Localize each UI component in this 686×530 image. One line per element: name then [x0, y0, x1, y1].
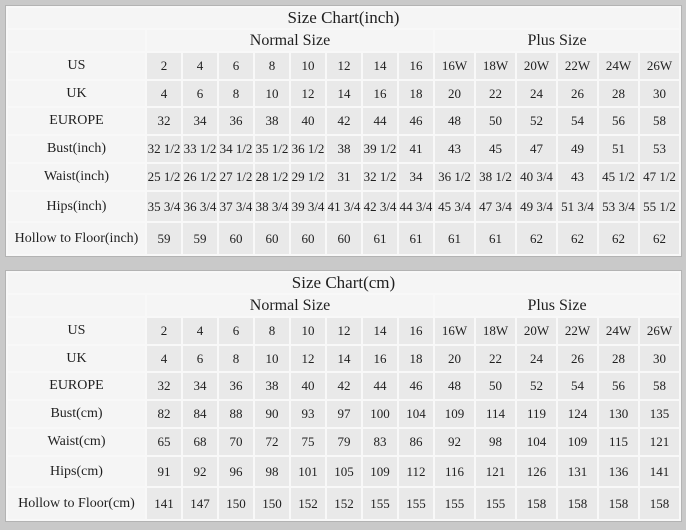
size-cell: 54 — [558, 108, 597, 134]
size-cell: 152 — [327, 488, 361, 519]
size-cell: 158 — [517, 488, 556, 519]
size-cell: 105 — [327, 457, 361, 486]
size-cell: 14 — [327, 81, 361, 106]
size-cell: 46 — [399, 108, 433, 134]
corner-cell — [8, 295, 145, 316]
size-cell: 36 1/2 — [291, 136, 325, 162]
size-cell: 6 — [219, 318, 253, 344]
size-cell: 31 — [327, 164, 361, 190]
table-row — [8, 53, 679, 79]
size-cell: 93 — [291, 401, 325, 427]
row-label: Waist(inch) — [8, 164, 145, 190]
row-label: US — [8, 53, 145, 79]
size-cell: 38 3/4 — [255, 192, 289, 221]
row-label: Bust(cm) — [8, 401, 145, 427]
size-cell: 4 — [147, 81, 181, 106]
size-cell: 8 — [219, 346, 253, 371]
size-cell: 44 — [363, 373, 397, 399]
size-cell: 16W — [435, 318, 474, 344]
size-cell: 44 — [363, 108, 397, 134]
size-cell: 121 — [476, 457, 515, 486]
size-cell: 28 1/2 — [255, 164, 289, 190]
size-cell: 131 — [558, 457, 597, 486]
size-cell: 109 — [435, 401, 474, 427]
size-cell: 92 — [435, 429, 474, 455]
size-cell: 24 — [517, 81, 556, 106]
size-cell: 130 — [599, 401, 638, 427]
table-row — [8, 429, 679, 455]
size-cell: 126 — [517, 457, 556, 486]
row-label: Hollow to Floor(inch) — [8, 223, 145, 254]
table-row — [8, 373, 679, 399]
size-cell: 22W — [558, 318, 597, 344]
row-label: Bust(inch) — [8, 136, 145, 162]
size-cell: 43 — [558, 164, 597, 190]
size-cell: 10 — [291, 53, 325, 79]
size-cell: 36 — [219, 373, 253, 399]
size-cell: 83 — [363, 429, 397, 455]
size-cell: 40 — [291, 373, 325, 399]
size-chart-inch-table — [5, 5, 682, 257]
row-label: EUROPE — [8, 108, 145, 134]
size-cell: 41 — [399, 136, 433, 162]
size-cell: 37 3/4 — [219, 192, 253, 221]
size-cell: 104 — [517, 429, 556, 455]
size-cell: 20 — [435, 346, 474, 371]
size-cell: 8 — [219, 81, 253, 106]
table-title: Size Chart(inch) — [8, 8, 679, 28]
size-cell: 32 — [147, 108, 181, 134]
size-cell: 119 — [517, 401, 556, 427]
size-cell: 29 1/2 — [291, 164, 325, 190]
size-cell: 20 — [435, 81, 474, 106]
size-cell: 47 — [517, 136, 556, 162]
size-cell: 55 1/2 — [640, 192, 679, 221]
size-cell: 28 — [599, 81, 638, 106]
size-cell: 42 — [327, 108, 361, 134]
size-cell: 155 — [363, 488, 397, 519]
size-cell: 35 3/4 — [147, 192, 181, 221]
table-row — [8, 318, 679, 344]
size-cell: 53 3/4 — [599, 192, 638, 221]
size-cell: 26 1/2 — [183, 164, 217, 190]
size-cell: 68 — [183, 429, 217, 455]
size-cell: 26 — [558, 81, 597, 106]
size-cell: 16 — [399, 53, 433, 79]
size-cell: 32 1/2 — [363, 164, 397, 190]
size-cell: 79 — [327, 429, 361, 455]
size-cell: 155 — [399, 488, 433, 519]
size-cell: 14 — [363, 318, 397, 344]
size-cell: 10 — [255, 81, 289, 106]
table-row — [8, 346, 679, 371]
size-cell: 58 — [640, 373, 679, 399]
table-row — [8, 457, 679, 486]
size-cell: 45 3/4 — [435, 192, 474, 221]
table-row — [8, 164, 679, 190]
size-cell: 109 — [558, 429, 597, 455]
size-cell: 75 — [291, 429, 325, 455]
size-cell: 59 — [183, 223, 217, 254]
size-cell: 53 — [640, 136, 679, 162]
size-cell: 22 — [476, 81, 515, 106]
size-cell: 47 1/2 — [640, 164, 679, 190]
size-cell: 27 1/2 — [219, 164, 253, 190]
size-cell: 61 — [363, 223, 397, 254]
size-cell: 96 — [219, 457, 253, 486]
size-cell: 12 — [327, 53, 361, 79]
row-label: UK — [8, 81, 145, 106]
size-cell: 38 1/2 — [476, 164, 515, 190]
size-cell: 6 — [183, 81, 217, 106]
size-cell: 20W — [517, 53, 556, 79]
size-cell: 34 — [399, 164, 433, 190]
size-cell: 4 — [183, 318, 217, 344]
row-label: EUROPE — [8, 373, 145, 399]
size-cell: 12 — [327, 318, 361, 344]
size-cell: 40 3/4 — [517, 164, 556, 190]
size-cell: 46 — [399, 373, 433, 399]
table-title: Size Chart(cm) — [8, 273, 679, 293]
size-cell: 114 — [476, 401, 515, 427]
size-cell: 98 — [255, 457, 289, 486]
size-cell: 20W — [517, 318, 556, 344]
column-group-header: Plus Size — [435, 295, 679, 316]
size-cell: 52 — [517, 373, 556, 399]
row-label: UK — [8, 346, 145, 371]
size-cell: 104 — [399, 401, 433, 427]
size-cell: 8 — [255, 318, 289, 344]
row-label: Hollow to Floor(cm) — [8, 488, 145, 519]
row-label: US — [8, 318, 145, 344]
size-cell: 150 — [255, 488, 289, 519]
size-cell: 22W — [558, 53, 597, 79]
size-cell: 98 — [476, 429, 515, 455]
size-cell: 59 — [147, 223, 181, 254]
size-cell: 34 1/2 — [219, 136, 253, 162]
column-group-header: Normal Size — [147, 295, 433, 316]
size-cell: 44 3/4 — [399, 192, 433, 221]
size-cell: 30 — [640, 346, 679, 371]
size-cell: 48 — [435, 108, 474, 134]
size-cell: 33 1/2 — [183, 136, 217, 162]
size-cell: 16 — [363, 81, 397, 106]
size-cell: 30 — [640, 81, 679, 106]
size-cell: 124 — [558, 401, 597, 427]
row-label: Waist(cm) — [8, 429, 145, 455]
size-cell: 10 — [291, 318, 325, 344]
size-cell: 36 3/4 — [183, 192, 217, 221]
size-cell: 18 — [399, 81, 433, 106]
size-cell: 121 — [640, 429, 679, 455]
size-cell: 25 1/2 — [147, 164, 181, 190]
size-cell: 39 3/4 — [291, 192, 325, 221]
table-row — [8, 223, 679, 254]
table-row — [8, 108, 679, 134]
size-cell: 34 — [183, 108, 217, 134]
size-cell: 4 — [183, 53, 217, 79]
size-cell: 43 — [435, 136, 474, 162]
table-row — [8, 488, 679, 519]
column-group-header: Normal Size — [147, 30, 433, 51]
size-cell: 22 — [476, 346, 515, 371]
size-cell: 38 — [327, 136, 361, 162]
size-cell: 150 — [219, 488, 253, 519]
column-group-header: Plus Size — [435, 30, 679, 51]
size-cell: 109 — [363, 457, 397, 486]
size-cell: 62 — [558, 223, 597, 254]
size-cell: 54 — [558, 373, 597, 399]
row-label: Hips(cm) — [8, 457, 145, 486]
size-cell: 10 — [255, 346, 289, 371]
size-cell: 52 — [517, 108, 556, 134]
table-row — [8, 136, 679, 162]
size-cell: 50 — [476, 373, 515, 399]
size-cell: 60 — [255, 223, 289, 254]
size-cell: 32 1/2 — [147, 136, 181, 162]
size-cell: 16 — [399, 318, 433, 344]
size-cell: 82 — [147, 401, 181, 427]
size-cell: 39 1/2 — [363, 136, 397, 162]
size-cell: 42 3/4 — [363, 192, 397, 221]
table-row — [8, 81, 679, 106]
row-label: Hips(inch) — [8, 192, 145, 221]
size-cell: 60 — [327, 223, 361, 254]
size-cell: 18W — [476, 53, 515, 79]
size-cell: 24 — [517, 346, 556, 371]
size-cell: 158 — [599, 488, 638, 519]
size-cell: 16 — [363, 346, 397, 371]
size-cell: 14 — [363, 53, 397, 79]
size-cell: 28 — [599, 346, 638, 371]
size-cell: 86 — [399, 429, 433, 455]
size-cell: 135 — [640, 401, 679, 427]
size-chart-cm-table — [5, 270, 682, 522]
size-cell: 8 — [255, 53, 289, 79]
size-cell: 49 — [558, 136, 597, 162]
size-cell: 18W — [476, 318, 515, 344]
size-cell: 101 — [291, 457, 325, 486]
size-cell: 155 — [476, 488, 515, 519]
size-cell: 26W — [640, 53, 679, 79]
size-cell: 70 — [219, 429, 253, 455]
size-cell: 61 — [399, 223, 433, 254]
size-cell: 47 3/4 — [476, 192, 515, 221]
size-cell: 32 — [147, 373, 181, 399]
size-cell: 38 — [255, 373, 289, 399]
size-cell: 36 1/2 — [435, 164, 474, 190]
size-cell: 141 — [147, 488, 181, 519]
size-cell: 97 — [327, 401, 361, 427]
size-cell: 62 — [640, 223, 679, 254]
table-row — [8, 401, 679, 427]
size-cell: 12 — [291, 346, 325, 371]
size-cell: 60 — [219, 223, 253, 254]
size-cell: 50 — [476, 108, 515, 134]
size-cell: 61 — [476, 223, 515, 254]
size-cell: 100 — [363, 401, 397, 427]
size-cell: 45 — [476, 136, 515, 162]
size-cell: 38 — [255, 108, 289, 134]
size-cell: 72 — [255, 429, 289, 455]
size-cell: 91 — [147, 457, 181, 486]
size-cell: 141 — [640, 457, 679, 486]
size-cell: 36 — [219, 108, 253, 134]
size-cell: 40 — [291, 108, 325, 134]
size-cell: 24W — [599, 318, 638, 344]
size-cell: 115 — [599, 429, 638, 455]
size-cell: 112 — [399, 457, 433, 486]
size-cell: 24W — [599, 53, 638, 79]
size-cell: 90 — [255, 401, 289, 427]
size-cell: 18 — [399, 346, 433, 371]
size-cell: 26W — [640, 318, 679, 344]
size-cell: 84 — [183, 401, 217, 427]
size-cell: 56 — [599, 108, 638, 134]
size-cell: 6 — [219, 53, 253, 79]
size-cell: 61 — [435, 223, 474, 254]
size-cell: 4 — [147, 346, 181, 371]
size-cell: 152 — [291, 488, 325, 519]
corner-cell — [8, 30, 145, 51]
size-cell: 48 — [435, 373, 474, 399]
size-cell: 158 — [640, 488, 679, 519]
size-cell: 62 — [517, 223, 556, 254]
size-cell: 2 — [147, 318, 181, 344]
size-cell: 12 — [291, 81, 325, 106]
size-cell: 51 3/4 — [558, 192, 597, 221]
size-cell: 62 — [599, 223, 638, 254]
size-cell: 2 — [147, 53, 181, 79]
size-cell: 155 — [435, 488, 474, 519]
size-cell: 34 — [183, 373, 217, 399]
size-cell: 65 — [147, 429, 181, 455]
size-cell: 51 — [599, 136, 638, 162]
size-cell: 35 1/2 — [255, 136, 289, 162]
size-cell: 16W — [435, 53, 474, 79]
size-cell: 56 — [599, 373, 638, 399]
size-cell: 60 — [291, 223, 325, 254]
table-row — [8, 192, 679, 221]
size-cell: 147 — [183, 488, 217, 519]
size-cell: 26 — [558, 346, 597, 371]
size-cell: 42 — [327, 373, 361, 399]
size-cell: 158 — [558, 488, 597, 519]
size-cell: 92 — [183, 457, 217, 486]
size-cell: 58 — [640, 108, 679, 134]
size-cell: 45 1/2 — [599, 164, 638, 190]
size-cell: 49 3/4 — [517, 192, 556, 221]
size-cell: 6 — [183, 346, 217, 371]
size-cell: 88 — [219, 401, 253, 427]
size-cell: 14 — [327, 346, 361, 371]
size-cell: 41 3/4 — [327, 192, 361, 221]
size-cell: 136 — [599, 457, 638, 486]
size-cell: 116 — [435, 457, 474, 486]
